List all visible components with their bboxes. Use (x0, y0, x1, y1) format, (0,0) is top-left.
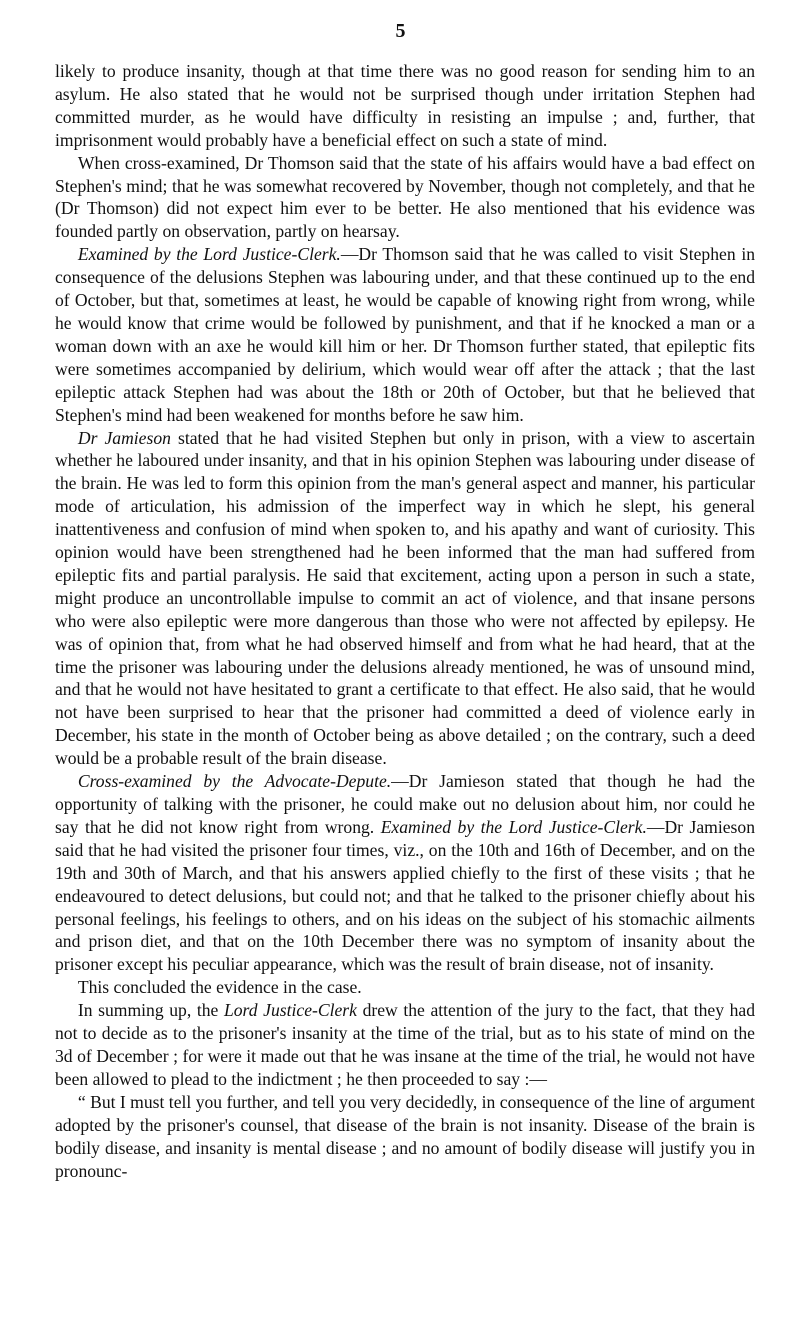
paragraph-quotation (55, 1091, 755, 1183)
paragraph-cross-examination-thomson (55, 152, 755, 244)
paragraph-text: “ But I must tell you further, and tell you very decidedly, in consequence of the line of argument adopted by the prisoner's counsel, that disease of the brain is not insanity. Disease of the brain is bodily disease, and insanity is mental disease ; and no amount of bodily disease will justify you in pronounc- (55, 1091, 755, 1181)
paragraph-evidence-concluded (55, 976, 755, 999)
paragraph-jamieson (55, 427, 755, 771)
paragraph-text: When cross-examined, Dr Thomson said that the state of his affairs would have a bad effect on Stephen's mind; that he was somewhat recovered by November, though not completely, and that he (Dr Thomson) did not expect him ever to be better. He also mentioned that his evidence was founded partly on observation, partly on hearsay. (55, 152, 755, 242)
paragraph-examined-thomson (55, 243, 755, 426)
paragraph-lead-italic: Cross-examined by the Advocate-Depute. (77, 771, 392, 792)
page-number: 5 (395, 20, 406, 42)
paragraph-lead-italic: Examined by the Lord Justice-Clerk. (77, 244, 341, 265)
body-text (55, 60, 755, 1182)
paragraph-text: In summing up, the (77, 1000, 224, 1021)
paragraph-lead-italic-2: Examined by the Lord Justice-Clerk. (380, 816, 647, 837)
paragraph-lead-italic: Lord Justice-Clerk (223, 1000, 357, 1021)
paragraph-text: likely to produce insanity, though at that time there was no good reason for sending him to an asylum. He also stated that he would not be surprised though under irritation Stephen had committed murder, as he would have difficulty in resisting an impulse ; and, further, that imprisonment would probably have a beneficial effect on such a state of mind. (55, 61, 755, 150)
paragraph-lead-italic: Dr Jamieson (77, 427, 171, 448)
paragraph-text-2: —Dr Jamieson said that he had visited the prisoner four times, viz., on the 10th and 16th of December, and on the 19th and 30th of March, and that his answers applied chiefly to the first of these visits ; that he endeavoured to detect delusions, but could not; and that he talked to the prisoner chiefly about his personal feelings, his feelings to others, and on his ideas on the subject of his stomachic ailments and prison diet, and that on the 10th December there was no symptom of insanity about the prisoner except his peculiar appearance, which was the result of brain disease, not of insanity. (55, 816, 755, 975)
paragraph-cross-examined-jamieson (55, 770, 755, 976)
paragraph-text: This concluded the evidence in the case. (77, 977, 362, 998)
paragraph-text: stated that he had visited Stephen but only in prison, with a view to ascertain whether he laboured under insanity, and that in his opinion Stephen was labouring under disease of the brain. He was led to form this opinion from the man's general aspect and manner, his particular mode of articulation, his admission of the imperfect way in which he slept, his general inattentiveness and confusion of mind when spoken to, and his apathy and want of curiosity. This opinion would have been strengthened had he been informed that the man had suffered from epileptic fits and partial paralysis. He said that excitement, acting upon a person in such a state, might produce an uncontrollable impulse to commit an act of violence, and that insane persons who were also epileptic were more dangerous than those who were not affected by epilepsy. He was of opinion that, from what he had observed himself and from what he had heard, that at the time the prisoner was labouring under the delusions already mentioned, he was of unsound mind, and that he would not have hesitated to grant a certificate to that effect. He also said, that he would not have been surprised to hear that the prisoner had committed a deed of violence early in December, his state in the month of October being as above detailed ; on the contrary, such a deed would be a probable result of the brain disease. (55, 427, 755, 769)
paragraph-text: —Dr Jamieson stated that though he had the opportunity of talking with the prisoner, he could make out no delusion about him, nor could he say that he did not know right from wrong. (55, 771, 755, 837)
paragraph-summing-up (55, 999, 755, 1091)
paragraph-continuation (55, 60, 755, 152)
paragraph-text-2: drew the attention of the jury to the fact, that they had not to decide as to the prisoner's insanity at the time of the trial, but as to his state of mind on the 3d of December ; for were it made out that he was insane at the time of the trial, he would not have been allowed to plead to the indictment ; he then proceeded to say :— (55, 1000, 756, 1089)
paragraph-text: —Dr Thomson said that he was called to visit Stephen in consequence of the delusions Stephen was labouring under, and that these continued up to the end of October, but that, sometimes at least, he would be capable of knowing right from wrong, while he would know that crime would be followed by punishment, and that if he knocked a man or a woman down with an axe he would kill him or her. Dr Thomson further stated, that epileptic fits were sometimes accompanied by delirium, which would wear off after the attack ; that the last epileptic attack Stephen had was about the 18th or 20th of October, but that he believed that Stephen's mind had been weakened for months before he saw him. (55, 244, 756, 425)
